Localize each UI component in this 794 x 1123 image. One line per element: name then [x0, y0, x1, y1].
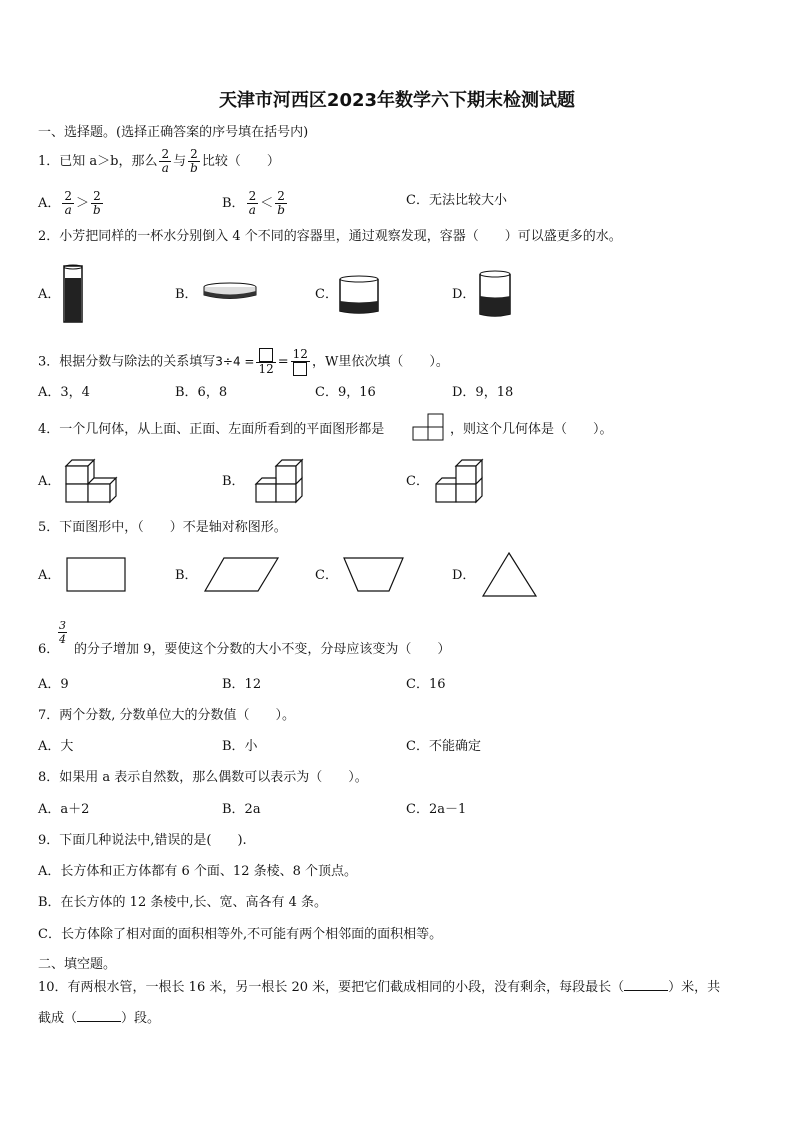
q8-option-b[interactable]: B．2a — [222, 802, 261, 817]
medium-beaker-icon — [478, 270, 514, 320]
q6-f-den: 4 — [59, 633, 66, 646]
q3-f1-num — [256, 348, 275, 363]
q10-line2-b: ）段。 — [121, 1011, 161, 1026]
q2-option-d[interactable]: D． — [452, 287, 476, 302]
q1-a-frac2 — [91, 190, 103, 217]
q9-option-a[interactable]: A．长方体和正方体都有 6 个面、12 条棱、8 个顶点。 — [38, 864, 358, 879]
tall-glass-icon — [62, 264, 86, 326]
question-10-line-1 — [38, 978, 720, 997]
question-8-stem: 8．如果用 a 表示自然数，那么偶数可以表示为（ ）。 — [38, 770, 368, 785]
q1-fraction-2-over-b — [188, 148, 200, 175]
q1-a-f1-num: 2 — [64, 189, 73, 203]
q8-option-a[interactable]: A．a＋2 — [38, 802, 90, 817]
q2-option-c[interactable]: C． — [315, 287, 338, 302]
rectangle-shape-icon — [66, 557, 128, 593]
q3-fraction-12-over-box — [291, 348, 310, 376]
q5-option-d[interactable]: D． — [452, 568, 476, 583]
q1-a-f2-num: 2 — [91, 190, 103, 204]
q3-f1-den: 12 — [258, 362, 274, 376]
q3-fraction-box-over-12 — [256, 348, 275, 376]
q3-option-b[interactable]: B．6，8 — [175, 385, 228, 400]
question-3-stem — [38, 348, 449, 376]
q5-option-c[interactable]: C． — [315, 568, 338, 583]
q1-b-f2-den: b — [277, 203, 285, 217]
q10-line2-a: 截成（ — [38, 1011, 78, 1026]
q1-f2-num: 2 — [188, 148, 200, 162]
q1-option-a[interactable] — [38, 190, 105, 217]
q1-stem-pre: 1．已知 a＞b，那么 — [38, 154, 158, 169]
shallow-dish-icon — [202, 282, 260, 302]
cube-stack-b-icon — [254, 456, 318, 506]
q1-f2-den: b — [190, 161, 198, 175]
q7-option-a[interactable]: A．大 — [38, 739, 74, 754]
q6-fraction-3-4 — [58, 619, 67, 646]
q3-f2-den — [291, 362, 310, 376]
q1-b-f1-den: a — [248, 203, 256, 217]
cube-stack-c-icon — [434, 456, 498, 506]
q10-line1-b: ）米，共 — [668, 980, 721, 995]
q7-option-b[interactable]: B．小 — [222, 739, 258, 754]
question-4-stem-post: ，则这个几何体是（ ）。 — [450, 422, 613, 437]
q1-a-f2-den: b — [93, 203, 101, 217]
q2-option-b[interactable]: B． — [175, 287, 198, 302]
q1-b-label: B． — [222, 196, 245, 211]
question-10-line-2 — [38, 1009, 160, 1028]
q5-option-b[interactable]: B． — [175, 568, 198, 583]
q10-blank-2[interactable] — [77, 1009, 121, 1022]
q1-f1-num: 2 — [161, 147, 170, 161]
question-1-stem — [38, 148, 280, 175]
q1-b-frac1 — [247, 190, 259, 217]
q10-blank-1[interactable] — [624, 978, 668, 991]
q6-f-num: 3 — [59, 619, 66, 632]
q4-option-b[interactable]: B． — [222, 474, 245, 489]
q1-b-f2-num: 2 — [275, 190, 287, 204]
question-2-stem: 2．小芳把同样的一杯水分别倒入 4 个不同的容器里，通过观察发现，容器（ ）可以盛更多的水。 — [38, 229, 622, 244]
q1-a-frac1 — [62, 190, 74, 217]
question-6-stem: 的分子增加 9，要使这个分数的大小不变，分母应该变为（ ） — [74, 642, 451, 657]
q1-option-c[interactable]: C．无法比较大小 — [406, 193, 507, 208]
q4-option-a[interactable]: A． — [38, 474, 61, 489]
q2-option-a[interactable]: A． — [38, 287, 61, 302]
q1-b-frac2 — [275, 190, 287, 217]
question-6-number: 6． — [38, 642, 60, 657]
question-7-stem: 7．两个分数, 分数单位大的分数值（ ）。 — [38, 708, 296, 723]
q6-option-c[interactable]: C．16 — [406, 677, 446, 692]
q1-a-op: ＞ — [76, 196, 90, 211]
q3-eq-mid: = — [277, 354, 289, 370]
q5-option-a[interactable]: A． — [38, 568, 61, 583]
q1-a-f1-den: a — [64, 203, 72, 217]
q9-option-c[interactable]: C．长方体除了相对面的面积相等外,不可能有两个相邻面的面积相等。 — [38, 927, 443, 942]
q1-f1-den: a — [161, 161, 169, 175]
q3-stem-post: ，W里依次填（ ）。 — [311, 354, 449, 370]
q1-a-label: A． — [38, 196, 61, 211]
section-fill-heading: 二、填空题。 — [38, 957, 117, 972]
wide-beaker-icon — [338, 275, 382, 317]
q6-option-a[interactable]: A．9 — [38, 677, 69, 692]
q3-option-a[interactable]: A．3，4 — [38, 385, 90, 400]
q9-option-b[interactable]: B．在长方体的 12 条棱中,长、宽、高各有 4 条。 — [38, 895, 328, 910]
q8-option-c[interactable]: C．2a－1 — [406, 802, 467, 817]
view-shape-icon — [412, 413, 446, 443]
q7-option-c[interactable]: C．不能确定 — [406, 739, 481, 754]
q1-option-b[interactable] — [222, 190, 289, 217]
parallelogram-shape-icon — [204, 557, 280, 593]
q3-option-d[interactable]: D．9，18 — [452, 385, 514, 400]
q3-option-c[interactable]: C．9，16 — [315, 385, 376, 400]
q1-fraction-2-over-a — [159, 148, 171, 175]
question-4-stem-pre: 4．一个几何体，从上面、正面、左面所看到的平面图形都是 — [38, 422, 385, 437]
section-choice-heading: 一、选择题。(选择正确答案的序号填在括号内) — [38, 125, 309, 140]
q1-mid: 与 — [173, 154, 187, 169]
trapezoid-shape-icon — [343, 557, 405, 593]
cube-stack-a-icon — [64, 456, 128, 506]
page-title: 天津市河西区2023年数学六下期末检测试题 — [218, 90, 576, 111]
question-5-stem: 5．下面图形中，（ ）不是轴对称图形。 — [38, 520, 287, 535]
q1-stem-post: 比较（ ） — [201, 154, 280, 169]
q4-option-c[interactable]: C． — [406, 474, 429, 489]
q1-b-op: ＜ — [260, 196, 274, 211]
blank-box-icon — [259, 348, 273, 362]
q10-line1-a: 10．有两根水管，一根长 16 米，另一根长 20 米，要把它们截成相同的小段，没有剩余，每段最长（ — [38, 980, 625, 995]
q1-b-f1-num: 2 — [248, 189, 257, 203]
q3-stem-pre: 3．根据分数与除法的关系填写 — [38, 354, 216, 370]
triangle-shape-icon — [482, 552, 538, 598]
blank-box-icon — [293, 362, 307, 376]
q3-f2-num: 12 — [292, 347, 308, 361]
q6-option-b[interactable]: B．12 — [222, 677, 262, 692]
q3-eq-left: 3÷4 = — [215, 354, 255, 369]
question-9-stem: 9．下面几种说法中,错误的是( ). — [38, 833, 247, 848]
